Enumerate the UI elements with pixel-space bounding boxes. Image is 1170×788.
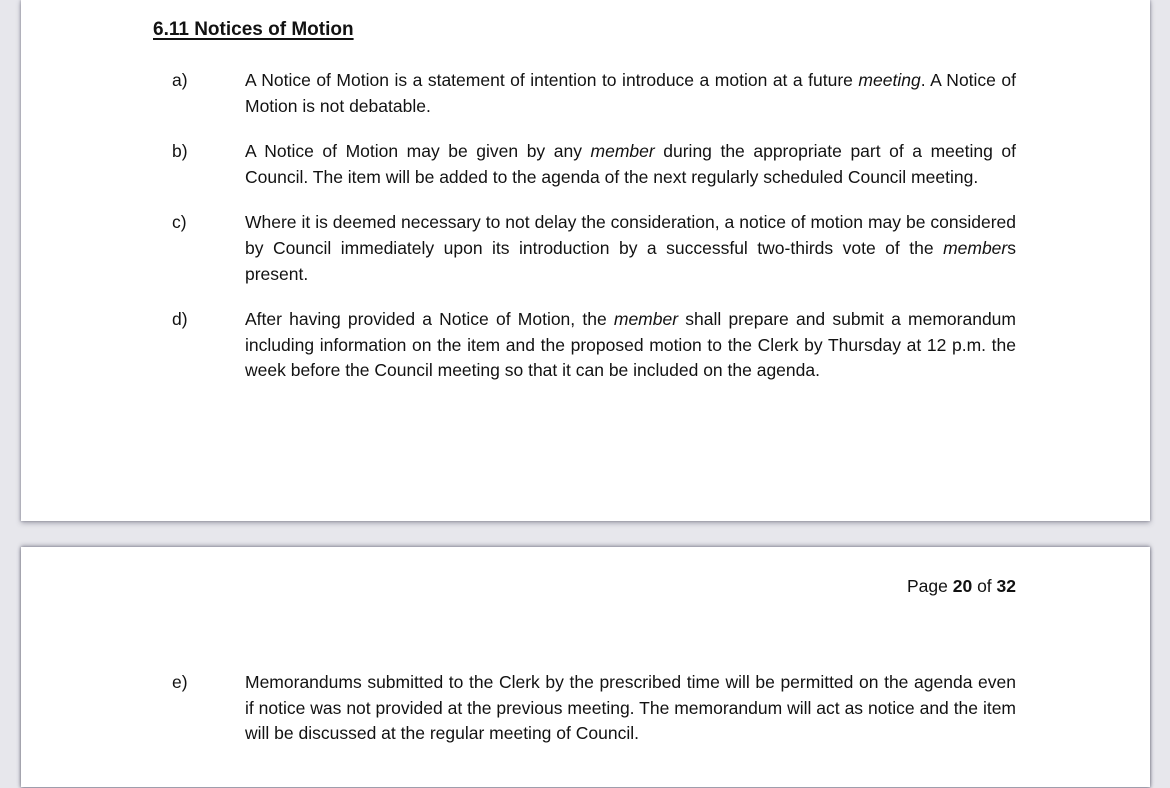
clause-item xyxy=(172,68,1016,119)
document-page-1 xyxy=(21,0,1150,521)
clause-text: Memorandums submitted to the Clerk by the prescribed time will be permitted on the agenda even if notice was not provided at the previous meeting. The memorandum will act as notice and the item will be discussed at the regular meeting of Council. xyxy=(245,672,1016,744)
clause-item xyxy=(172,307,1016,384)
section-heading: 6.11 Notices of Motion xyxy=(153,19,354,40)
clause-text: A Notice of Motion may be given by any member during the appropriate part of a meeting of Council. The item will be added to the agenda of the next regularly scheduled Council meeting. xyxy=(245,141,1017,187)
clause-item xyxy=(172,139,1016,190)
clause-label: e) xyxy=(172,672,188,692)
clause-label: c) xyxy=(172,212,187,233)
clause-label: a) xyxy=(172,70,188,90)
clause-label: b) xyxy=(172,141,188,162)
clause-text: Where it is deemed necessary to not delay the consideration, a notice of motion may be considered by Council immediately upon its introduction by a successful two-thirds vote of the members present. xyxy=(245,212,1016,284)
clause-list-page-2 xyxy=(153,670,1016,747)
page-number-indicator: Page 20 of 32 xyxy=(907,576,1016,596)
clause-text: After having provided a Notice of Motion, the member shall prepare and submit a memorandum including information on the item and the proposed motion to the Clerk by Thursday at 12 p.m. the week before the Council meeting so that it can be included on the agenda. xyxy=(245,309,1016,381)
clause-item xyxy=(172,210,1016,287)
clause-label: d) xyxy=(172,309,188,330)
document-page-2 xyxy=(21,547,1150,787)
clause-list-page-1 xyxy=(153,68,1016,384)
clause-text: A Notice of Motion is a statement of intention to introduce a motion at a future meeting. A Notice of Motion is not debatable. xyxy=(245,70,1017,116)
clause-item xyxy=(172,670,1016,747)
